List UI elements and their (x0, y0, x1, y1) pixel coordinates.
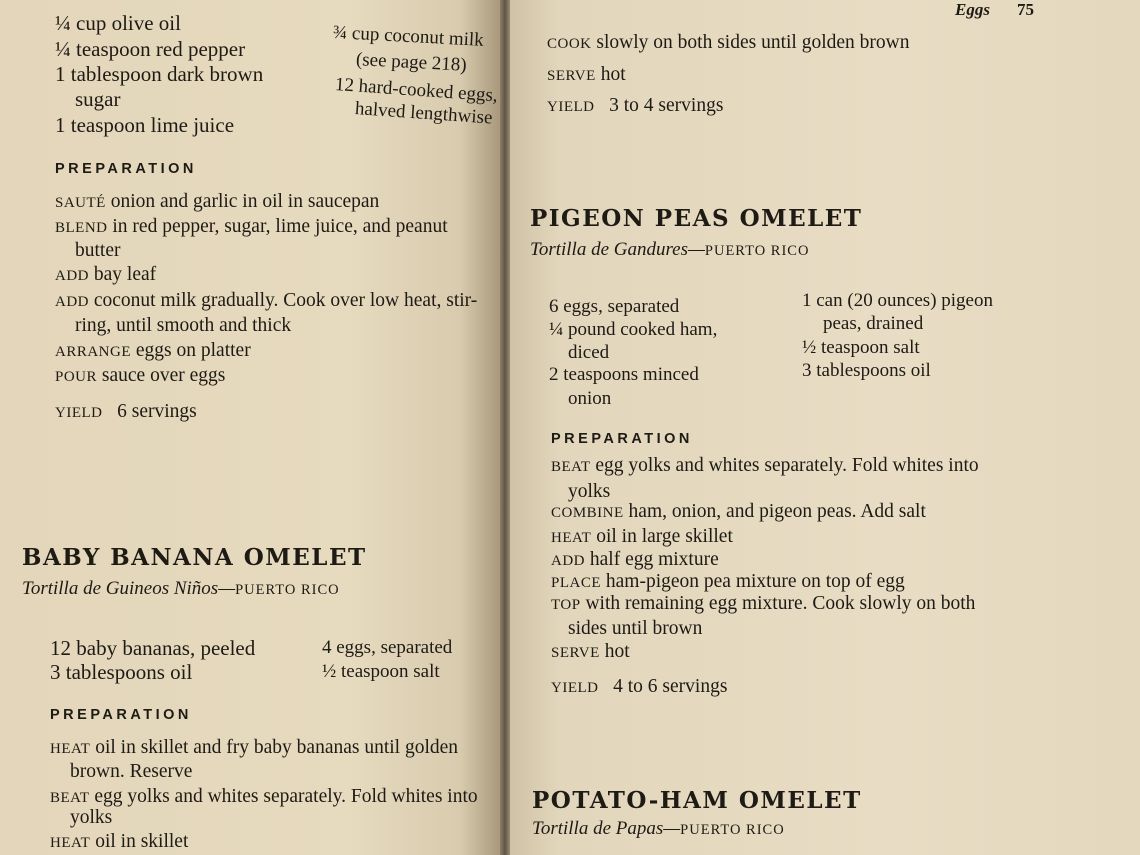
step: ADD bay leaf (55, 264, 157, 285)
step: BEAT egg yolks and whites separately. Fold whites into (50, 786, 478, 807)
step: HEAT oil in large skillet (551, 526, 733, 547)
ingredient: 12 baby bananas, peeled (50, 636, 256, 660)
ingredient: peas, drained (823, 313, 924, 334)
step: HEAT oil in skillet (50, 831, 189, 852)
ingredient: 1 can (20 ounces) pigeon (802, 290, 993, 311)
ingredient: 1 tablespoon dark brown (55, 62, 264, 86)
recipe-subtitle: Tortilla de Gandures—PUERTO RICO (530, 239, 810, 260)
preparation-heading: PREPARATION (50, 707, 192, 723)
ingredient: ½ teaspoon salt (322, 661, 440, 682)
ingredient: 12 hard-cooked eggs, (334, 74, 499, 107)
step: butter (75, 240, 121, 261)
step: SERVE hot (551, 641, 630, 662)
step: COMBINE ham, onion, and pigeon peas. Add salt (551, 501, 926, 522)
step: BEAT egg yolks and whites separately. Fold whites into (551, 455, 979, 476)
ingredient: diced (568, 342, 610, 363)
ingredient: ¼ cup olive oil (55, 11, 181, 35)
step: ADD half egg mixture (551, 549, 719, 570)
preparation-heading: PREPARATION (551, 431, 693, 447)
recipe-title: PIGEON PEAS OMELET (530, 205, 863, 232)
yield: YIELD 6 servings (55, 401, 197, 422)
yield: YIELD 3 to 4 servings (547, 95, 724, 116)
step: sides until brown (568, 618, 703, 639)
yield: YIELD 4 to 6 servings (551, 676, 728, 697)
step: POUR sauce over eggs (55, 365, 226, 386)
book-gutter (500, 0, 510, 855)
step: ring, until smooth and thick (75, 315, 292, 336)
recipe-title: POTATO-HAM OMELET (532, 787, 862, 814)
ingredient: 4 eggs, separated (322, 637, 453, 658)
step: BLEND in red pepper, sugar, lime juice, and peanut (55, 216, 448, 237)
ingredient: sugar (75, 87, 121, 111)
step: SAUTÉ onion and garlic in oil in saucepan (55, 191, 380, 212)
preparation-heading: PREPARATION (55, 161, 197, 177)
step: COOK slowly on both sides until golden brown (547, 32, 910, 53)
ingredient: 2 teaspoons minced (549, 364, 699, 385)
left-page (0, 0, 500, 855)
right-page (510, 0, 1140, 855)
step: yolks (568, 481, 611, 502)
ingredient: 1 teaspoon lime juice (55, 113, 235, 137)
step: brown. Reserve (70, 761, 193, 782)
step: TOP with remaining egg mixture. Cook slowly on both (551, 593, 976, 614)
ingredient: ¼ pound cooked ham, (549, 319, 718, 340)
ingredient: ¾ cup coconut milk (332, 22, 485, 51)
recipe-subtitle: Tortilla de Papas—PUERTO RICO (532, 818, 785, 839)
ingredient: 3 tablespoons oil (50, 660, 193, 684)
ingredient: (see page 218) (355, 49, 468, 76)
page-number: 75 (1017, 0, 1034, 19)
ingredient: ¼ teaspoon red pepper (55, 37, 246, 61)
step: yolks (70, 807, 113, 828)
ingredient: 6 eggs, separated (549, 296, 680, 317)
step: SERVE hot (547, 64, 626, 85)
ingredient: 3 tablespoons oil (802, 360, 931, 381)
recipe-title: BABY BANANA OMELET (22, 544, 367, 571)
ingredient: halved lengthwise (354, 98, 494, 129)
ingredient: ½ teaspoon salt (802, 337, 920, 358)
step: PLACE ham-pigeon pea mixture on top of egg (551, 571, 905, 592)
step: ARRANGE eggs on platter (55, 340, 251, 361)
step: HEAT oil in skillet and fry baby bananas until golden (50, 737, 459, 758)
ingredient: onion (568, 388, 612, 409)
step: ADD coconut milk gradually. Cook over low heat, stir- (55, 290, 478, 311)
recipe-subtitle: Tortilla de Guineos Niños—PUERTO RICO (22, 578, 340, 599)
running-head: Eggs (955, 0, 990, 19)
